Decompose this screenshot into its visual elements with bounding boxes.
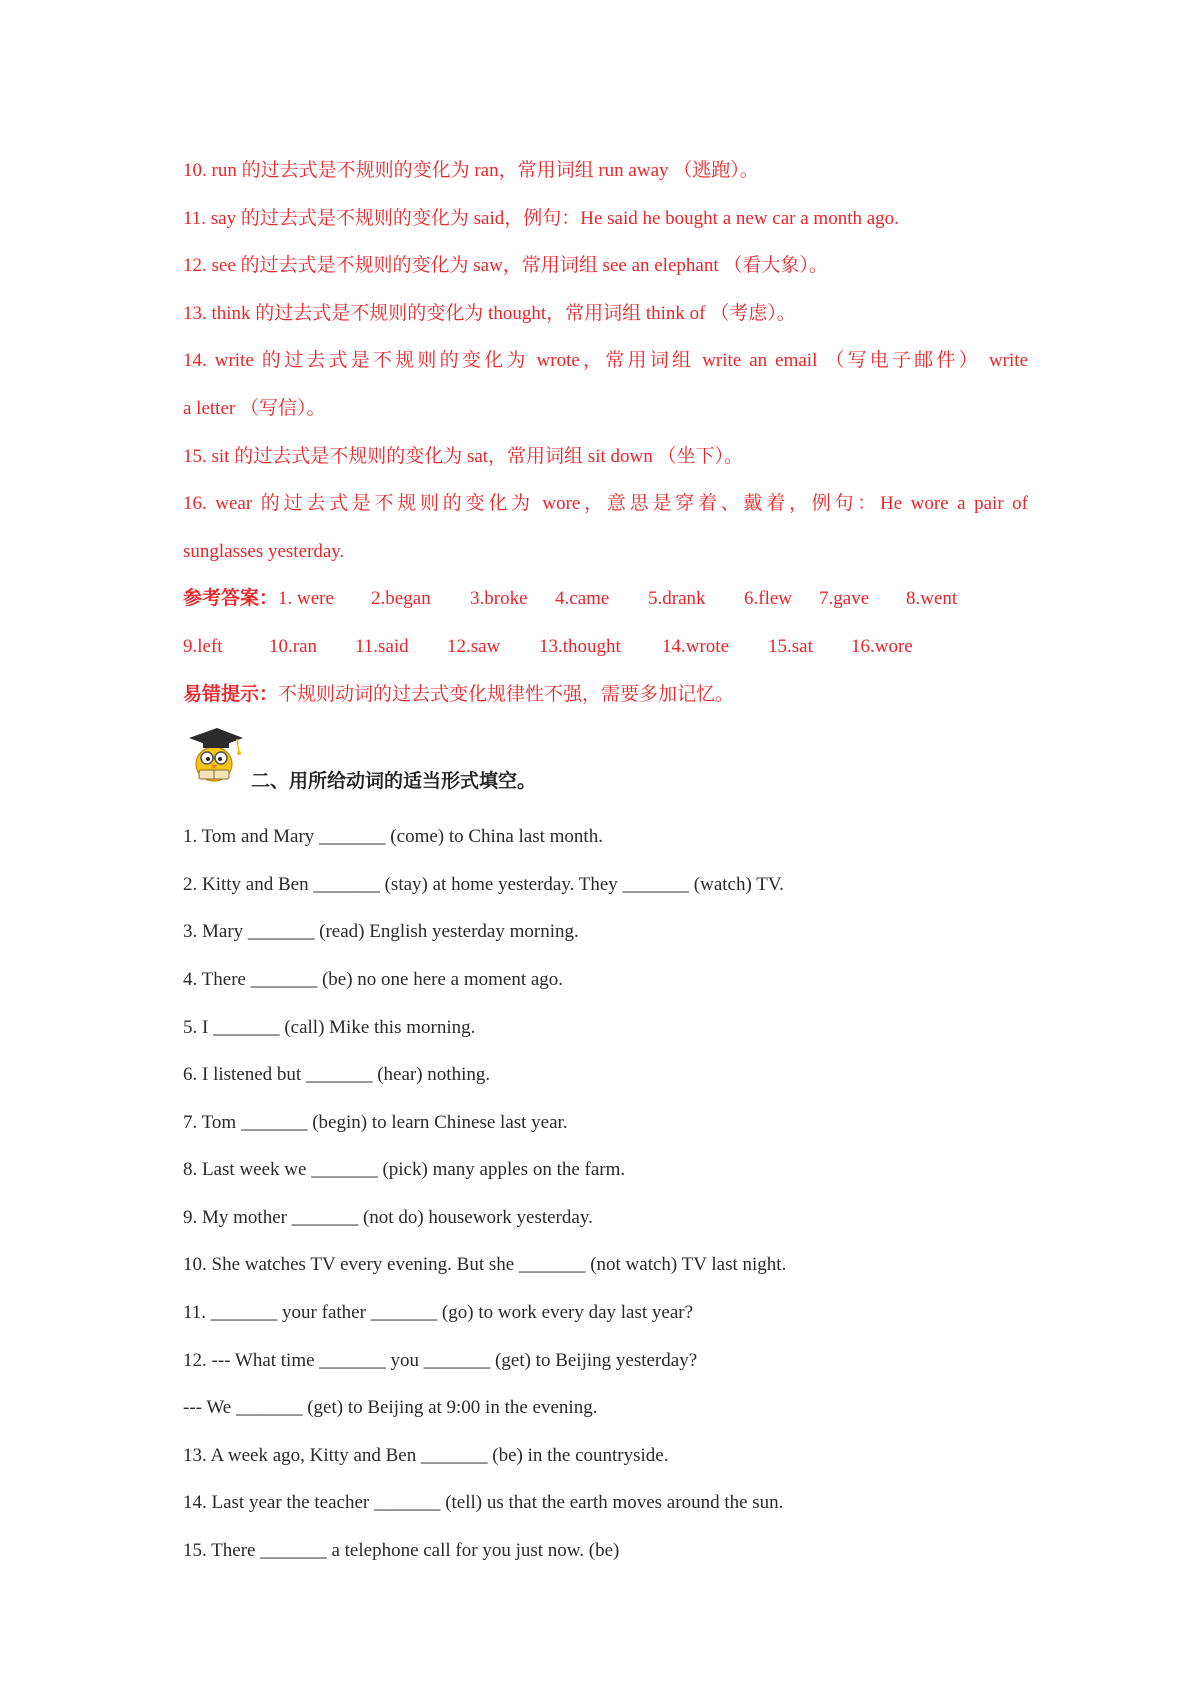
- exercise-item: 4. There _______ (be) no one here a moment ago.: [183, 968, 564, 990]
- exercise-item: 6. I listened but _______ (hear) nothing.: [183, 1064, 491, 1086]
- answer-key-label: 参考答案：: [183, 588, 279, 610]
- answer-key-row-1: [183, 575, 1028, 623]
- answer-item: 15.sat: [768, 635, 813, 657]
- answer-item: 14.wrote: [662, 635, 730, 657]
- exercise-item: 15. There _______ a telephone call for you just now. (be): [183, 1540, 620, 1562]
- answer-key-row-2: [183, 623, 1028, 671]
- section-title: 二、用所给动词的适当形式填空。: [251, 770, 537, 793]
- exercise-item: 9. My mother _______ (not do) housework yesterday.: [183, 1206, 593, 1228]
- answer-item: 8.went: [906, 588, 958, 610]
- answer-item: 7.gave: [819, 588, 870, 610]
- exercise-item: 2. Kitty and Ben _______ (stay) at home yesterday. They _______ (watch) TV.: [183, 873, 784, 895]
- rule-line: a letter （写信）。: [183, 397, 326, 419]
- exercise-item: --- We _______ (get) to Beijing at 9:00 in the evening.: [183, 1397, 598, 1419]
- exercise-item: 10. She watches TV every evening. But she _______ (not watch) TV last night.: [183, 1254, 787, 1276]
- exercise-item: 13. A week ago, Kitty and Ben _______ (be) in the countryside.: [183, 1444, 669, 1466]
- answer-item: 10.ran: [269, 635, 318, 657]
- answer-item: 9.left: [183, 635, 223, 657]
- exercise-item: 11. _______ your father _______ (go) to work every day last year?: [183, 1302, 694, 1324]
- exercise-list: [183, 813, 1028, 1575]
- answer-item: 3.broke: [470, 588, 528, 610]
- answer-item: 12.saw: [447, 635, 501, 657]
- error-tip-text: 不规则动词的过去式变化规律性不强，需要多加记忆。: [278, 683, 735, 705]
- error-tip-label: 易错提示：: [183, 683, 279, 705]
- exercise-item: 7. Tom _______ (begin) to learn Chinese last year.: [183, 1111, 568, 1133]
- exercise-item: 1. Tom and Mary _______ (come) to China last month.: [183, 826, 603, 848]
- section-heading: [183, 718, 1028, 813]
- exercise-item: 3. Mary _______ (read) English yesterday morning.: [183, 921, 579, 943]
- rule-line: 14. write 的过去式是不规则的变化为 wrote，常用词组 write an email （写电子邮件） write: [183, 350, 1028, 372]
- exercise-item: 5. I _______ (call) Mike this morning.: [183, 1016, 476, 1038]
- error-tip: [183, 671, 1028, 719]
- graduate-chick-icon: [181, 720, 247, 786]
- answer-item: 5.drank: [648, 588, 706, 610]
- exercise-item: 12. --- What time _______ you _______ (get) to Beijing yesterday?: [183, 1349, 698, 1371]
- exercise-item: 8. Last week we _______ (pick) many apples on the farm.: [183, 1159, 626, 1181]
- rule-line: 15. sit 的过去式是不规则的变化为 sat，常用词组 sit down （坐下）。: [183, 445, 743, 467]
- answer-item: 1. were: [278, 588, 334, 610]
- rule-line: sunglasses yesterday.: [183, 540, 345, 562]
- rule-line: 16. wear 的过去式是不规则的变化为 wore，意思是穿着、戴着，例句：He wore a pair of: [183, 493, 1028, 515]
- answer-item: 13.thought: [539, 635, 621, 657]
- rule-line: 10. run 的过去式是不规则的变化为 ran，常用词组 run away （逃跑）。: [183, 160, 759, 181]
- rule-line: 12. see 的过去式是不规则的变化为 saw，常用词组 see an elephant （看大象）。: [183, 255, 828, 277]
- answer-item: 11.said: [355, 635, 409, 657]
- answer-item: 16.wore: [851, 635, 913, 657]
- rule-line: 13. think 的过去式是不规则的变化为 thought，常用词组 think of （考虑）。: [183, 302, 796, 324]
- answer-item: 6.flew: [744, 588, 793, 610]
- answer-item: 2.began: [371, 588, 431, 610]
- page-content: [183, 147, 1028, 1575]
- answer-item: 4.came: [555, 588, 610, 610]
- exercise-item: 14. Last year the teacher _______ (tell) us that the earth moves around the sun.: [183, 1492, 784, 1514]
- rule-line: 11. say 的过去式是不规则的变化为 said，例句：He said he bought a new car a month ago.: [183, 207, 899, 229]
